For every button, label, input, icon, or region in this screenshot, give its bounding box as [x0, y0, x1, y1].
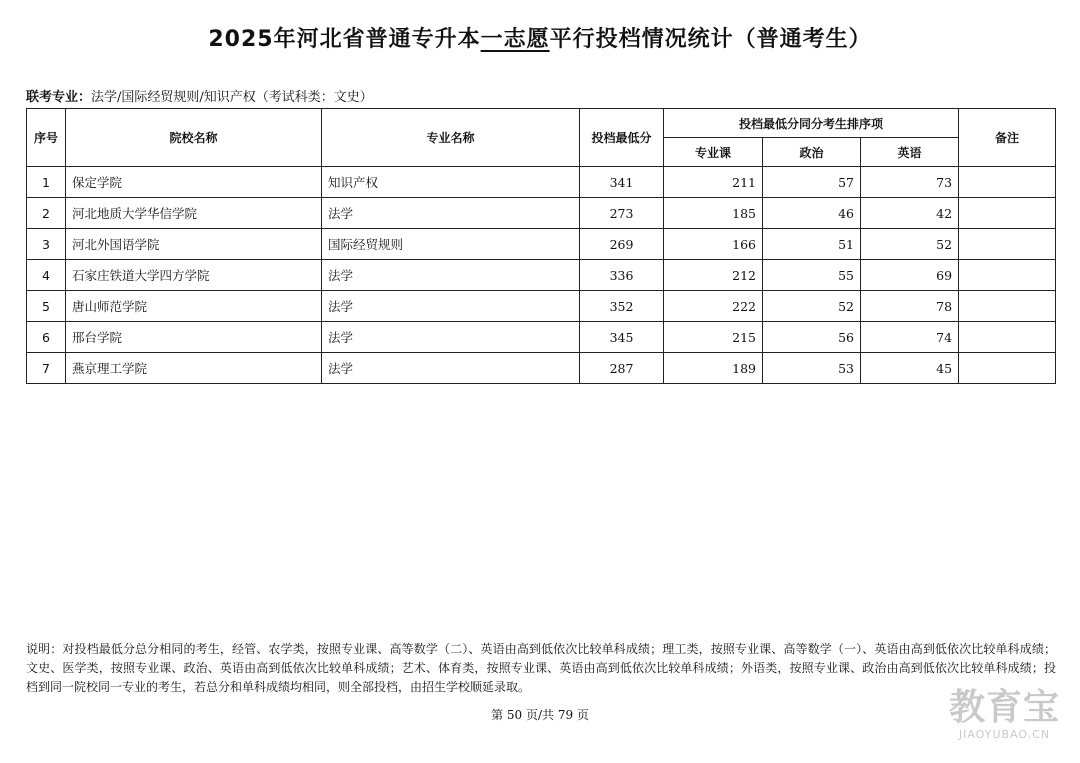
- cell-min-score: 336: [580, 260, 664, 291]
- cell-min-score: 273: [580, 198, 664, 229]
- cell-politics: 53: [763, 353, 861, 384]
- cell-major: 法学: [322, 291, 580, 322]
- admission-table: [26, 108, 1056, 384]
- cell-school: 邢台学院: [66, 322, 322, 353]
- subject-value: 法学/国际经贸规则/知识产权（考试科类：文史）: [91, 90, 373, 105]
- cell-no: 1: [27, 167, 66, 198]
- watermark-logo: [949, 688, 1060, 741]
- cell-major-course: 222: [664, 291, 763, 322]
- tiebreak-note: 说明：对投档最低分总分相同的考生，经管、农学类，按照专业课、高等数学（二）、英语由高到低依次比较单科成绩；理工类，按照专业课、高等数学（一）、英语由高到低依次比较单科成绩；文史、医学类，按照专业课、政治、英语由高到低依次比较单科成绩；艺术、体育类，按照专业课、英语由高到低依次比较单科成绩；外语类，按照专业课、政治由高到低依次比较单科成绩；投档到同一院校同一专业的考生，若总分和单科成绩均相同，则全部投档，由招生学校顺延录取。: [26, 642, 1056, 694]
- cell-no: 6: [27, 322, 66, 353]
- subject-line: [26, 86, 373, 105]
- header-major-course: 专业课: [664, 138, 763, 167]
- cell-school: 唐山师范学院: [66, 291, 322, 322]
- title-part-2: 平行投档情况统计（普通考生）: [549, 27, 872, 52]
- cell-school: 燕京理工学院: [66, 353, 322, 384]
- cell-major: 法学: [322, 260, 580, 291]
- header-remarks: 备注: [959, 109, 1056, 167]
- cell-major-course: 211: [664, 167, 763, 198]
- header-min-score: 投档最低分: [580, 109, 664, 167]
- cell-remark: [959, 229, 1056, 260]
- page-number: 第 50 页/共 79 页: [491, 708, 589, 722]
- cell-major-course: 212: [664, 260, 763, 291]
- cell-major-course: 166: [664, 229, 763, 260]
- watermark-cn: 教育宝: [948, 687, 1060, 728]
- cell-remark: [959, 291, 1056, 322]
- cell-major: 知识产权: [322, 167, 580, 198]
- header-major: 专业名称: [322, 109, 580, 167]
- cell-remark: [959, 322, 1056, 353]
- cell-school: 石家庄铁道大学四方学院: [66, 260, 322, 291]
- cell-school: 河北地质大学华信学院: [66, 198, 322, 229]
- cell-english: 78: [861, 291, 959, 322]
- cell-politics: 57: [763, 167, 861, 198]
- cell-politics: 46: [763, 198, 861, 229]
- cell-major-course: 215: [664, 322, 763, 353]
- cell-min-score: 341: [580, 167, 664, 198]
- cell-no: 5: [27, 291, 66, 322]
- cell-major-course: 185: [664, 198, 763, 229]
- cell-min-score: 345: [580, 322, 664, 353]
- table-row: [27, 291, 1056, 322]
- header-school: 院校名称: [66, 109, 322, 167]
- cell-english: 52: [861, 229, 959, 260]
- cell-politics: 56: [763, 322, 861, 353]
- subject-label: 联考专业：: [26, 90, 92, 105]
- cell-no: 4: [27, 260, 66, 291]
- cell-english: 74: [861, 322, 959, 353]
- cell-english: 42: [861, 198, 959, 229]
- title-underlined-part: 一志愿: [480, 27, 550, 52]
- title-part-1: 2025年河北省普通专升本: [208, 27, 481, 52]
- cell-english: 73: [861, 167, 959, 198]
- cell-school: 保定学院: [66, 167, 322, 198]
- cell-major: 法学: [322, 198, 580, 229]
- table-row: [27, 198, 1056, 229]
- table-row: [27, 322, 1056, 353]
- cell-major: 法学: [322, 353, 580, 384]
- table-row: [27, 260, 1056, 291]
- header-politics: 政治: [763, 138, 861, 167]
- cell-min-score: 352: [580, 291, 664, 322]
- page-title: [0, 22, 1080, 53]
- cell-remark: [959, 260, 1056, 291]
- cell-min-score: 269: [580, 229, 664, 260]
- header-row-1: [27, 109, 1056, 138]
- cell-politics: 55: [763, 260, 861, 291]
- cell-english: 69: [861, 260, 959, 291]
- cell-english: 45: [861, 353, 959, 384]
- cell-no: 3: [27, 229, 66, 260]
- cell-politics: 52: [763, 291, 861, 322]
- cell-no: 7: [27, 353, 66, 384]
- table-row: [27, 167, 1056, 198]
- watermark-en: JIAOYUBAO.CN: [958, 728, 1051, 741]
- table-body: [27, 167, 1056, 384]
- cell-remark: [959, 198, 1056, 229]
- cell-major-course: 189: [664, 353, 763, 384]
- cell-major: 国际经贸规则: [322, 229, 580, 260]
- cell-politics: 51: [763, 229, 861, 260]
- header-tiebreak-group: 投档最低分同分考生排序项: [664, 109, 959, 138]
- table-row: [27, 353, 1056, 384]
- cell-major: 法学: [322, 322, 580, 353]
- cell-no: 2: [27, 198, 66, 229]
- cell-remark: [959, 167, 1056, 198]
- cell-school: 河北外国语学院: [66, 229, 322, 260]
- cell-min-score: 287: [580, 353, 664, 384]
- header-no: 序号: [27, 109, 66, 167]
- table-row: [27, 229, 1056, 260]
- cell-remark: [959, 353, 1056, 384]
- header-english: 英语: [861, 138, 959, 167]
